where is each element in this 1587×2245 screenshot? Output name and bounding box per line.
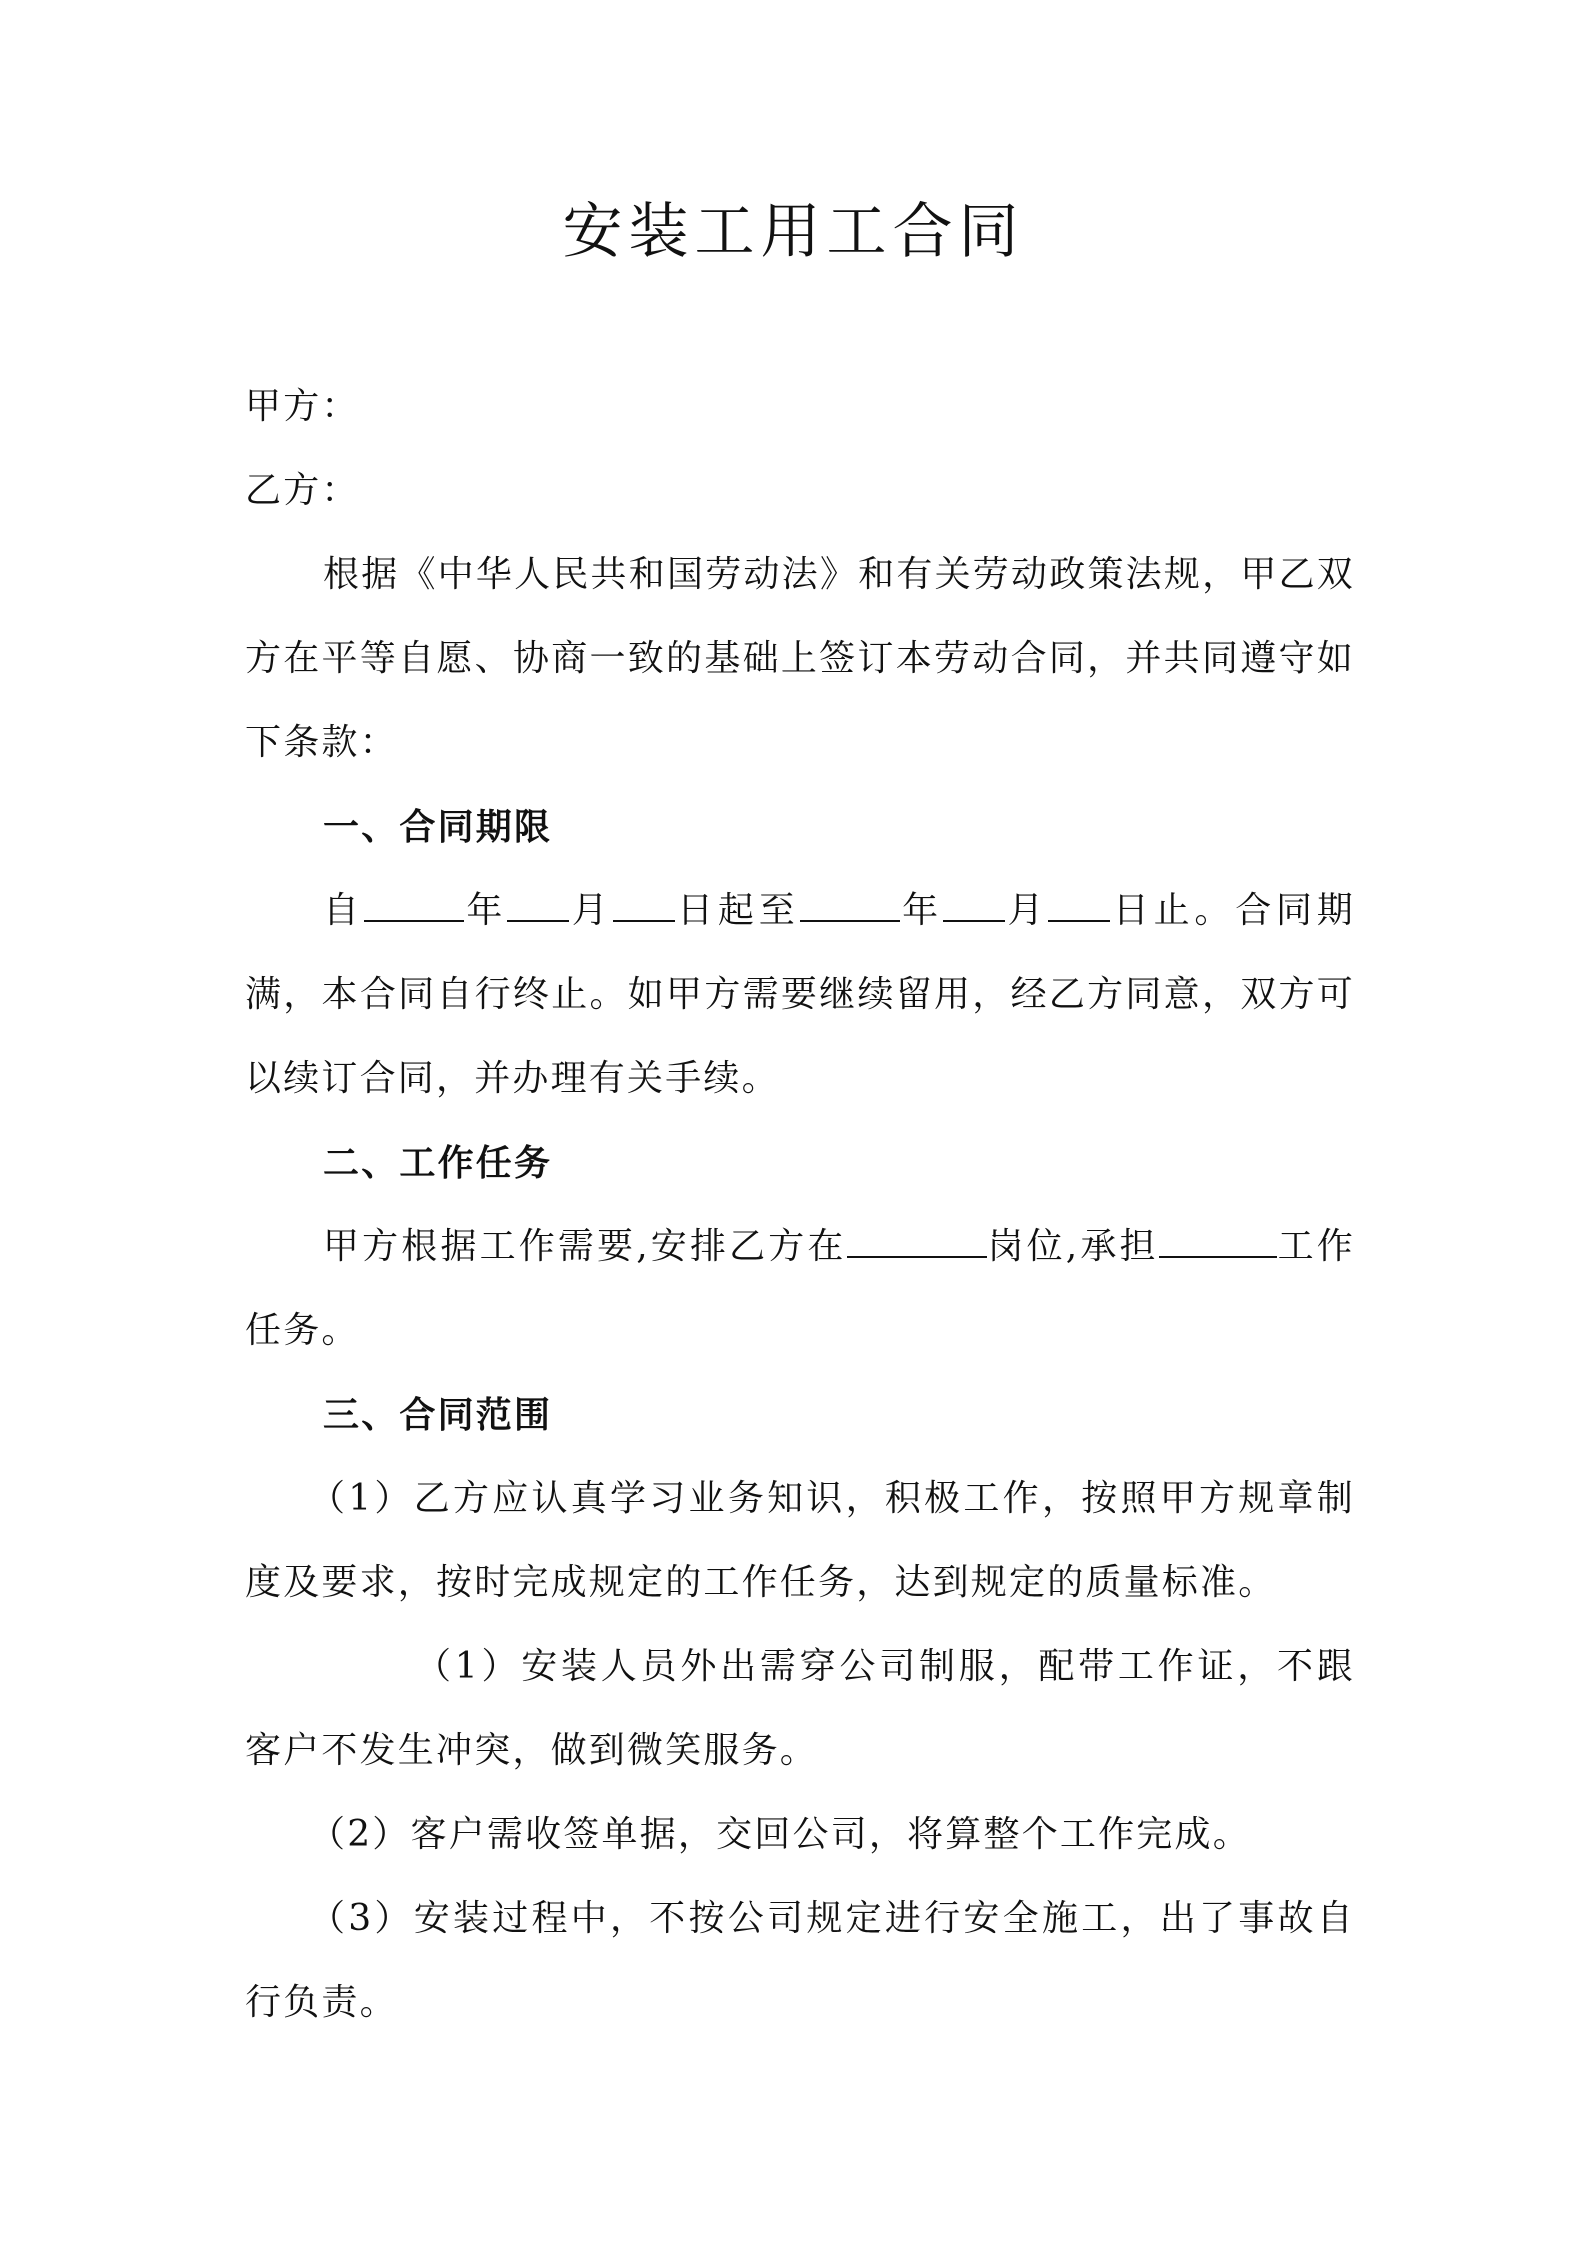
month-label: 月 <box>569 890 613 931</box>
document-body <box>245 365 1355 2045</box>
section-2-heading: 二、工作任务 <box>323 1142 553 1184</box>
section-2-paragraph <box>245 1205 1355 1373</box>
party-a-line: 甲方： <box>245 386 360 427</box>
document-title: 安装工用工合同 <box>562 197 1025 267</box>
end-day-blank <box>1048 890 1110 922</box>
end-month-blank <box>943 890 1005 922</box>
contract-from-label: 自 <box>323 890 364 931</box>
year-label-2: 年 <box>899 890 943 931</box>
start-day-blank <box>613 890 675 922</box>
post-blank <box>847 1226 987 1258</box>
month-label-2: 月 <box>1004 890 1049 931</box>
start-month-blank <box>507 890 569 922</box>
contract-term-text: 合同期满，本合同自行终止。如甲方需要继续留用，经乙方同意，双方可以续订合同，并办理有关手续。 <box>245 890 1355 1099</box>
post-label: 岗位,承担 <box>986 1226 1159 1267</box>
task-label: 工作任务。 <box>245 1226 1356 1351</box>
section-3-item-3: （2）客户需收签单据，交回公司，将算整个工作完成。 <box>309 1814 1251 1855</box>
start-year-blank <box>364 890 464 922</box>
section-3-item-4: （3）安装过程中，不按公司规定进行安全施工，出了事故自行负责。 <box>245 1898 1355 2023</box>
section-3-item-1: （1）乙方应认真学习业务知识，积极工作，按照甲方规章制度及要求，按时完成规定的工作任务，达到规定的质量标准。 <box>245 1478 1355 1603</box>
party-b-line: 乙方： <box>245 470 360 511</box>
section-3-item-2: （1）安装人员外出需穿公司制服，配带工作证，不跟客户不发生冲突，做到微笑服务。 <box>245 1646 1355 1771</box>
task-blank <box>1159 1226 1277 1258</box>
preamble-paragraph: 根据《中华人民共和国劳动法》和有关劳动政策法规，甲乙双方在平等自愿、协商一致的基础上签订本劳动合同，并共同遵守如下条款： <box>245 554 1355 763</box>
day-from-label: 日起至 <box>674 890 800 931</box>
end-year-blank <box>800 890 900 922</box>
year-label: 年 <box>463 890 508 931</box>
section-1-heading: 一、合同期限 <box>323 806 553 848</box>
section-1-paragraph <box>245 869 1355 1121</box>
work-arrangement-text: 甲方根据工作需要,安排乙方在 <box>323 1226 847 1267</box>
day-to-label: 日止。 <box>1110 890 1236 931</box>
section-3-heading: 三、合同范围 <box>323 1394 553 1436</box>
